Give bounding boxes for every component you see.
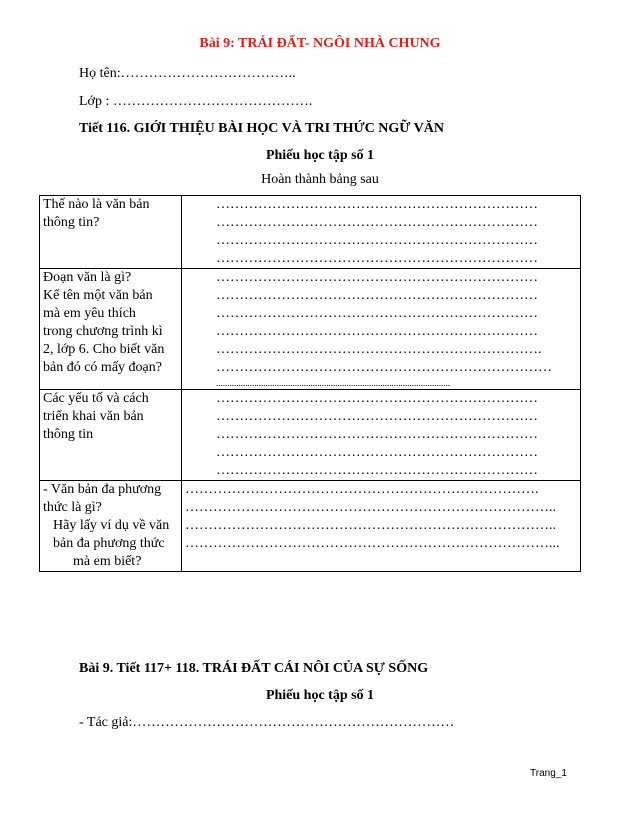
answer-dots: …………………………………………………………………….. [185,518,556,533]
answer-dots: …………………………………………………………… [216,251,538,266]
answer-dots: …………………………………………………………… [216,324,538,339]
answer-dots: ……………………………………………………………. [216,342,542,357]
question-line: Đoạn văn là gì? [43,270,132,285]
class-line: Lớp : ……………………………………. [79,94,313,109]
answer-dots: …………………………………………………………… [216,445,538,460]
worksheet-table [39,195,581,572]
question-line: Hãy lấy ví dụ về văn [53,518,170,533]
question-cell [40,390,182,481]
question-cell [40,481,182,572]
question-line: mà em biết? [73,554,142,569]
question-line: mà em yêu thích [43,306,136,321]
question-line: Kể tên một văn bản [43,288,153,303]
table-row [40,269,581,390]
question-line: - Văn bản đa phương [43,482,162,497]
question-line: bản đa phương thức [53,536,165,551]
answer-dots: …………………………………………………………………….. [185,500,556,515]
question-line: Thế nào là văn bản [43,197,150,212]
answer-dots: …………………………………………………………… [216,233,538,248]
answer-dots: …………………………………………………………… [216,409,538,424]
worksheet-title: Phiếu học tập số 1 [265,148,375,163]
answer-dots: …………………………………………………………… [216,427,538,442]
question-cell [40,196,182,269]
answer-cell[interactable] [182,481,581,572]
answer-dots: …………………………………………………………… [216,391,538,406]
section2-heading: Bài 9. Tiết 117+ 118. TRÁI ĐẤT CÁI NÔI CỦA SỰ SỐNG [79,661,429,676]
question-line: triển khai văn bản [43,409,144,424]
answer-dots: …………………………………………………………… [216,197,538,212]
answer-dots: ……………………………………………………………………... [185,536,560,551]
section1-heading: Tiết 116. GIỚI THIỆU BÀI HỌC VÀ TRI THỨC NGỮ VĂN [79,121,444,136]
instruction: Hoàn thành bảng sau [261,172,379,187]
table-row [40,196,581,269]
answer-dots: ........................................................................................................ [216,378,450,388]
lesson-title: Bài 9: TRÁI ĐẤT- NGÔI NHÀ CHUNG [199,36,441,51]
question-line: bản đó có mấy đoạn? [43,360,162,375]
section2-worksheet-title: Phiếu học tập số 1 [265,688,375,703]
author-line: - Tác giả:…………………………………………………………… [79,715,455,730]
answer-cell[interactable] [182,390,581,481]
answer-dots: …………………………………………………………… [216,306,538,321]
answer-dots: …………………………………………………………… [216,270,538,285]
section-divider [103,571,566,572]
answer-dots: ……………………………………………………………… [216,360,552,375]
answer-dots: …………………………………………………………………. [185,482,539,497]
answer-cell[interactable] [182,196,581,269]
answer-dots: …………………………………………………………… [216,215,538,230]
page-number: Trang_1 [530,768,567,779]
question-line: thông tin [43,427,94,442]
answer-cell[interactable] [182,269,581,390]
table-row [40,481,581,572]
table-row [40,390,581,481]
name-line: Họ tên:……………………………….. [79,66,296,81]
question-line: Các yếu tố và cách [43,391,149,406]
question-cell [40,269,182,390]
answer-dots: …………………………………………………………… [216,463,538,478]
question-line: thức là gì? [43,500,102,515]
question-line: 2, lớp 6. Cho biết văn [43,342,165,357]
question-line: thông tin? [43,215,100,230]
answer-dots: …………………………………………………………… [216,288,538,303]
question-line: trong chương trình kì [43,324,163,339]
